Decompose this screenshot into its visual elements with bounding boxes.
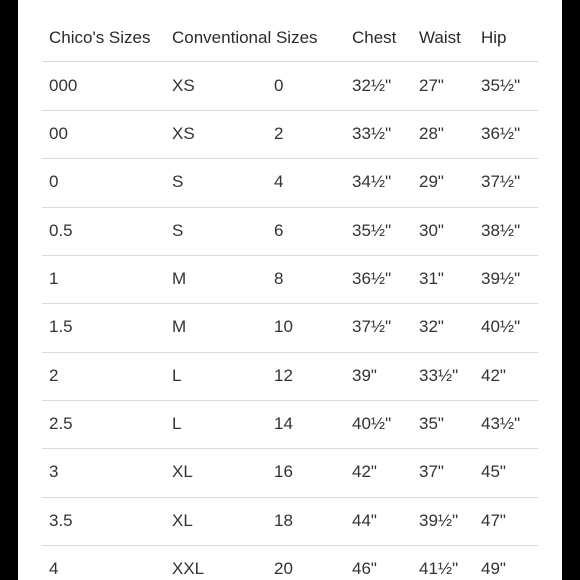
chico-size-cell: 0 — [49, 172, 59, 191]
letter-size-cell: M — [172, 269, 187, 288]
letter-size-cell: L — [172, 366, 182, 385]
chico-size-cell: 3.5 — [49, 511, 73, 530]
waist-cell: 35" — [419, 414, 444, 433]
hip-cell: 49" — [481, 559, 506, 578]
waist-cell: 37" — [419, 462, 444, 481]
table-row — [18, 497, 562, 545]
hip-cell: 47" — [481, 511, 506, 530]
header-waist: Waist — [419, 28, 461, 47]
chico-size-cell: 00 — [49, 124, 68, 143]
waist-cell: 39½" — [419, 511, 459, 530]
number-size-cell: 10 — [274, 317, 293, 336]
table-row — [18, 545, 562, 580]
table-row — [18, 158, 562, 206]
letter-size-cell: XXL — [172, 559, 205, 578]
waist-cell: 41½" — [419, 559, 459, 578]
waist-cell: 33½" — [419, 366, 459, 385]
letter-size-cell: XL — [172, 511, 193, 530]
number-size-cell: 18 — [274, 511, 293, 530]
chest-cell: 46" — [352, 559, 377, 578]
chico-size-cell: 0.5 — [49, 221, 73, 240]
letter-size-cell: S — [172, 172, 184, 191]
table-row — [18, 352, 562, 400]
waist-cell: 27" — [419, 76, 444, 95]
letter-size-cell: XL — [172, 462, 193, 481]
hip-cell: 42" — [481, 366, 506, 385]
chico-size-cell: 3 — [49, 462, 59, 481]
chest-cell: 44" — [352, 511, 377, 530]
chest-cell: 35½" — [352, 221, 392, 240]
table-header — [18, 0, 562, 62]
number-size-cell: 12 — [274, 366, 293, 385]
waist-cell: 30" — [419, 221, 444, 240]
chest-cell: 36½" — [352, 269, 392, 288]
hip-cell: 40½" — [481, 317, 521, 336]
number-size-cell: 0 — [274, 76, 284, 95]
chico-size-cell: 000 — [49, 76, 78, 95]
chest-cell: 34½" — [352, 172, 392, 191]
table-row — [18, 400, 562, 448]
number-size-cell: 8 — [274, 269, 284, 288]
number-size-cell: 6 — [274, 221, 284, 240]
header-chicos-sizes: Chico's Sizes — [49, 28, 151, 47]
chico-size-cell: 2.5 — [49, 414, 73, 433]
chico-size-cell: 4 — [49, 559, 59, 578]
hip-cell: 43½" — [481, 414, 521, 433]
chest-cell: 32½" — [352, 76, 392, 95]
table-row — [18, 110, 562, 158]
chest-cell: 40½" — [352, 414, 392, 433]
chest-cell: 42" — [352, 462, 377, 481]
header-hip: Hip — [481, 28, 507, 47]
waist-cell: 29" — [419, 172, 444, 191]
letter-size-cell: XS — [172, 76, 195, 95]
chico-size-cell: 1 — [49, 269, 59, 288]
size-chart-panel — [18, 0, 562, 580]
number-size-cell: 4 — [274, 172, 284, 191]
hip-cell: 39½" — [481, 269, 521, 288]
waist-cell: 31" — [419, 269, 444, 288]
chest-cell: 37½" — [352, 317, 392, 336]
letter-size-cell: XS — [172, 124, 195, 143]
hip-cell: 35½" — [481, 76, 521, 95]
header-conventional-sizes: Conventional Sizes — [172, 28, 318, 47]
number-size-cell: 20 — [274, 559, 293, 578]
number-size-cell: 16 — [274, 462, 293, 481]
waist-cell: 28" — [419, 124, 444, 143]
table-row — [18, 207, 562, 255]
letter-size-cell: L — [172, 414, 182, 433]
table-row — [18, 303, 562, 351]
chest-cell: 33½" — [352, 124, 392, 143]
header-chest: Chest — [352, 28, 397, 47]
hip-cell: 37½" — [481, 172, 521, 191]
hip-cell: 36½" — [481, 124, 521, 143]
table-row — [18, 255, 562, 303]
letter-size-cell: S — [172, 221, 184, 240]
number-size-cell: 2 — [274, 124, 284, 143]
table-row — [18, 62, 562, 110]
chico-size-cell: 2 — [49, 366, 59, 385]
chest-cell: 39" — [352, 366, 377, 385]
hip-cell: 45" — [481, 462, 506, 481]
number-size-cell: 14 — [274, 414, 293, 433]
letter-size-cell: M — [172, 317, 187, 336]
waist-cell: 32" — [419, 317, 444, 336]
chico-size-cell: 1.5 — [49, 317, 73, 336]
hip-cell: 38½" — [481, 221, 521, 240]
table-row — [18, 448, 562, 496]
